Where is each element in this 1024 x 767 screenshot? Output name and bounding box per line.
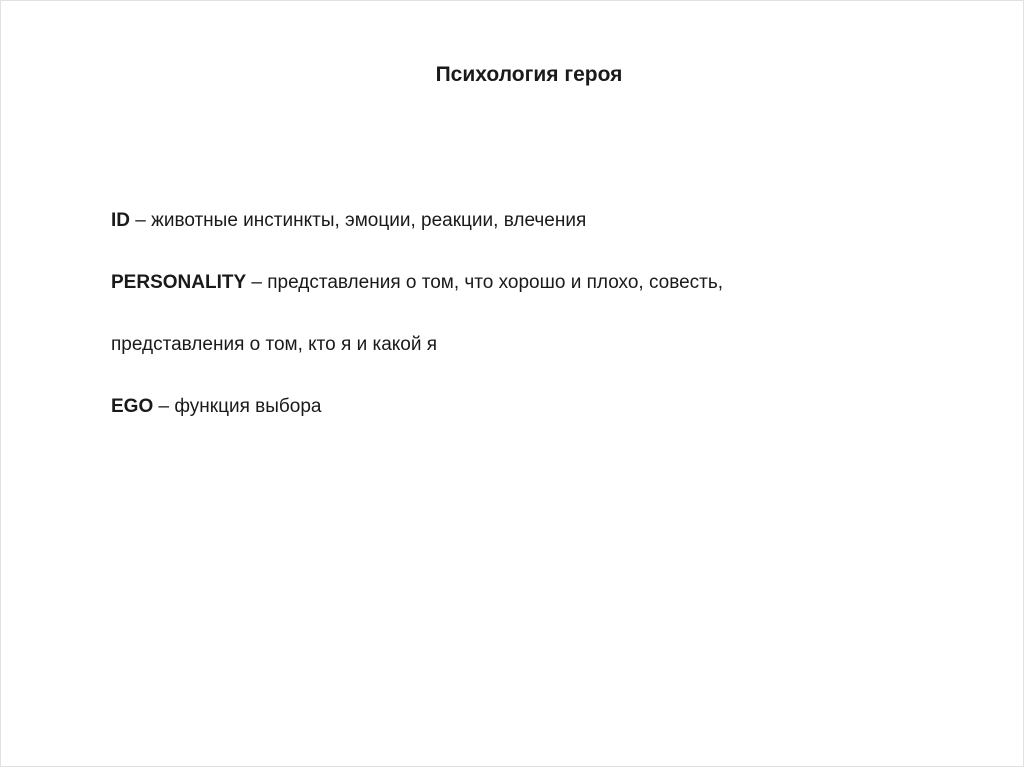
definition-personality — [111, 267, 971, 298]
term-ego: EGO — [111, 396, 154, 417]
term-id: ID — [111, 210, 130, 231]
definition-text-personality-continued: представления о том, кто я и какой я — [111, 334, 438, 355]
definition-id — [111, 205, 971, 236]
definition-text-id: – животные инстинкты, эмоции, реакции, влечения — [130, 210, 587, 231]
definition-text-personality: – представления о том, что хорошо и плохо, совесть, — [246, 272, 724, 293]
definition-ego — [111, 391, 971, 422]
slide-body — [111, 205, 971, 453]
term-personality: PERSONALITY — [111, 272, 247, 293]
slide-title: Психология героя — [435, 63, 623, 86]
definition-text-ego: – функция выбора — [153, 396, 322, 417]
definition-personality-continued — [111, 329, 971, 360]
